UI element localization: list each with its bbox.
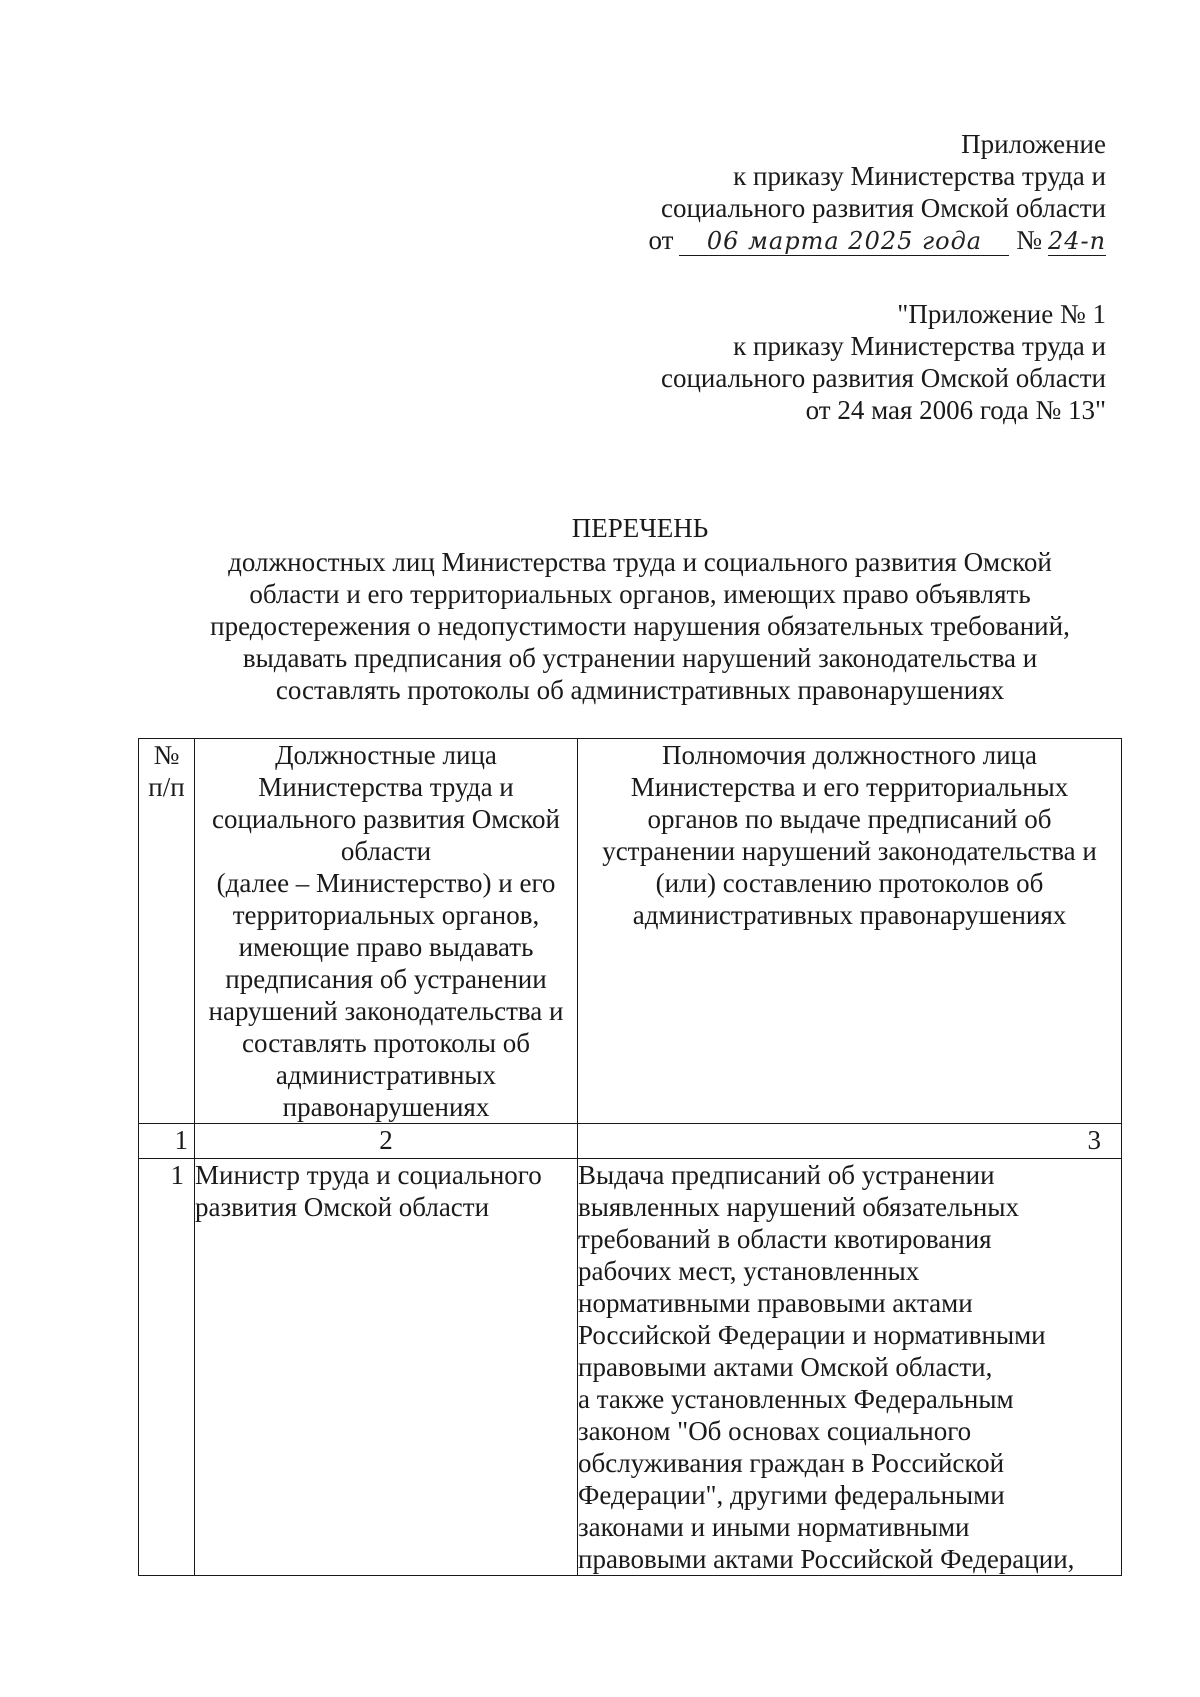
column-number-2: 2 (195, 1124, 578, 1159)
powers-text: законами и иными нормативными (578, 1512, 970, 1542)
appendix-header (649, 128, 1106, 256)
official-cell (195, 1159, 578, 1576)
powers-text: Российской Федерации и нормативными (578, 1320, 1046, 1350)
column-number-3: 3 (578, 1124, 1122, 1159)
powers-text: а также установленных Федеральным (578, 1384, 1014, 1414)
list-subtitle-line-2: области и его территориальных органов, имеющих право объявлять (249, 579, 1031, 609)
powers-text: Выдача предписаний об устранении (578, 1160, 995, 1190)
list-title (150, 512, 1130, 706)
official-text: Министр труда и социального (195, 1160, 542, 1190)
header-text: № (153, 740, 180, 770)
header-text: Полномочия должностного лица (661, 740, 1037, 770)
header-text: Министерства и его территориальных (630, 772, 1069, 802)
header-text: имеющие право выдавать (238, 932, 534, 962)
header-text: административных (275, 1060, 497, 1090)
powers-text: обслуживания граждан в Российской (578, 1448, 1005, 1478)
list-heading: ПЕРЕЧЕНЬ (571, 513, 709, 543)
column-number-row (139, 1124, 1122, 1159)
header-text: органов по выдаче предписаний об (647, 804, 1052, 834)
header-text: предписания об устранении (225, 964, 547, 994)
header-text: (или) составлению протоколов об (655, 868, 1044, 898)
header-cell-officials (195, 739, 578, 1124)
list-subtitle-line-1: должностных лиц Министерства труда и социального развития Омской (228, 547, 1052, 577)
original-appendix-line-3: социального развития Омской области (660, 363, 1106, 393)
row-index: 1 (139, 1159, 195, 1576)
number-prefix: № (1016, 225, 1042, 255)
header-text: составлять протоколы об (242, 1028, 530, 1058)
powers-text: требований в области квотирования (578, 1224, 992, 1254)
column-number-1: 1 (139, 1124, 195, 1159)
appendix-date-line (649, 224, 1106, 256)
powers-text: Федерации", другими федеральными (578, 1480, 1005, 1510)
header-cell-number (139, 739, 195, 1124)
powers-cell (578, 1159, 1122, 1576)
list-subtitle-line-4: выдавать предписания об устранении нарушений законодательства и (242, 643, 1038, 673)
header-text: нарушений законодательства и (208, 996, 564, 1026)
appendix-line-2: к приказу Министерства труда и (733, 161, 1106, 191)
header-text: правонарушениях (282, 1092, 490, 1122)
table-header-row (139, 739, 1122, 1124)
header-cell-powers (578, 739, 1122, 1124)
date-prefix: от (648, 225, 674, 255)
powers-text: правовыми актами Российской Федерации, (578, 1544, 1075, 1574)
header-text: п/п (148, 772, 185, 802)
appendix-title: Приложение (961, 129, 1106, 159)
original-appendix-title: "Приложение № 1 (897, 299, 1106, 329)
list-subtitle-line-3: предостережения о недопустимости нарушения обязательных требований, (210, 611, 1070, 641)
header-text: Министерства труда и (258, 772, 514, 802)
official-text: развития Омской области (195, 1192, 490, 1222)
header-text: социального развития Омской (211, 804, 561, 834)
header-text: административных правонарушениях (632, 900, 1067, 930)
powers-text: нормативными правовыми актами (578, 1288, 973, 1318)
header-text: территориальных органов, (232, 900, 540, 930)
powers-text: рабочих мест, установленных (578, 1256, 920, 1286)
handwritten-date: 06 марта 2025 года (679, 227, 1009, 256)
original-appendix-line-2: к приказу Министерства труда и (733, 331, 1106, 361)
powers-text: законом "Об основах социального (578, 1416, 972, 1446)
header-text: устранении нарушений законодательства и (602, 836, 1097, 866)
header-text: области (340, 836, 432, 866)
handwritten-number: 24-п (1048, 227, 1107, 255)
list-subtitle-line-5: составлять протоколы об административных правонарушениях (275, 675, 1005, 705)
officials-table (138, 738, 1122, 1576)
table-row (139, 1159, 1122, 1576)
header-text: Должностные лица (275, 740, 497, 770)
appendix-line-3: социального развития Омской области (660, 193, 1106, 223)
powers-text: правовыми актами Омской области, (578, 1352, 993, 1382)
powers-text: выявленных нарушений обязательных (578, 1192, 1019, 1222)
original-appendix-header (661, 298, 1106, 426)
original-appendix-line-4: от 24 мая 2006 года № 13" (805, 395, 1106, 425)
header-text: (далее – Министерство) и его (216, 868, 556, 898)
